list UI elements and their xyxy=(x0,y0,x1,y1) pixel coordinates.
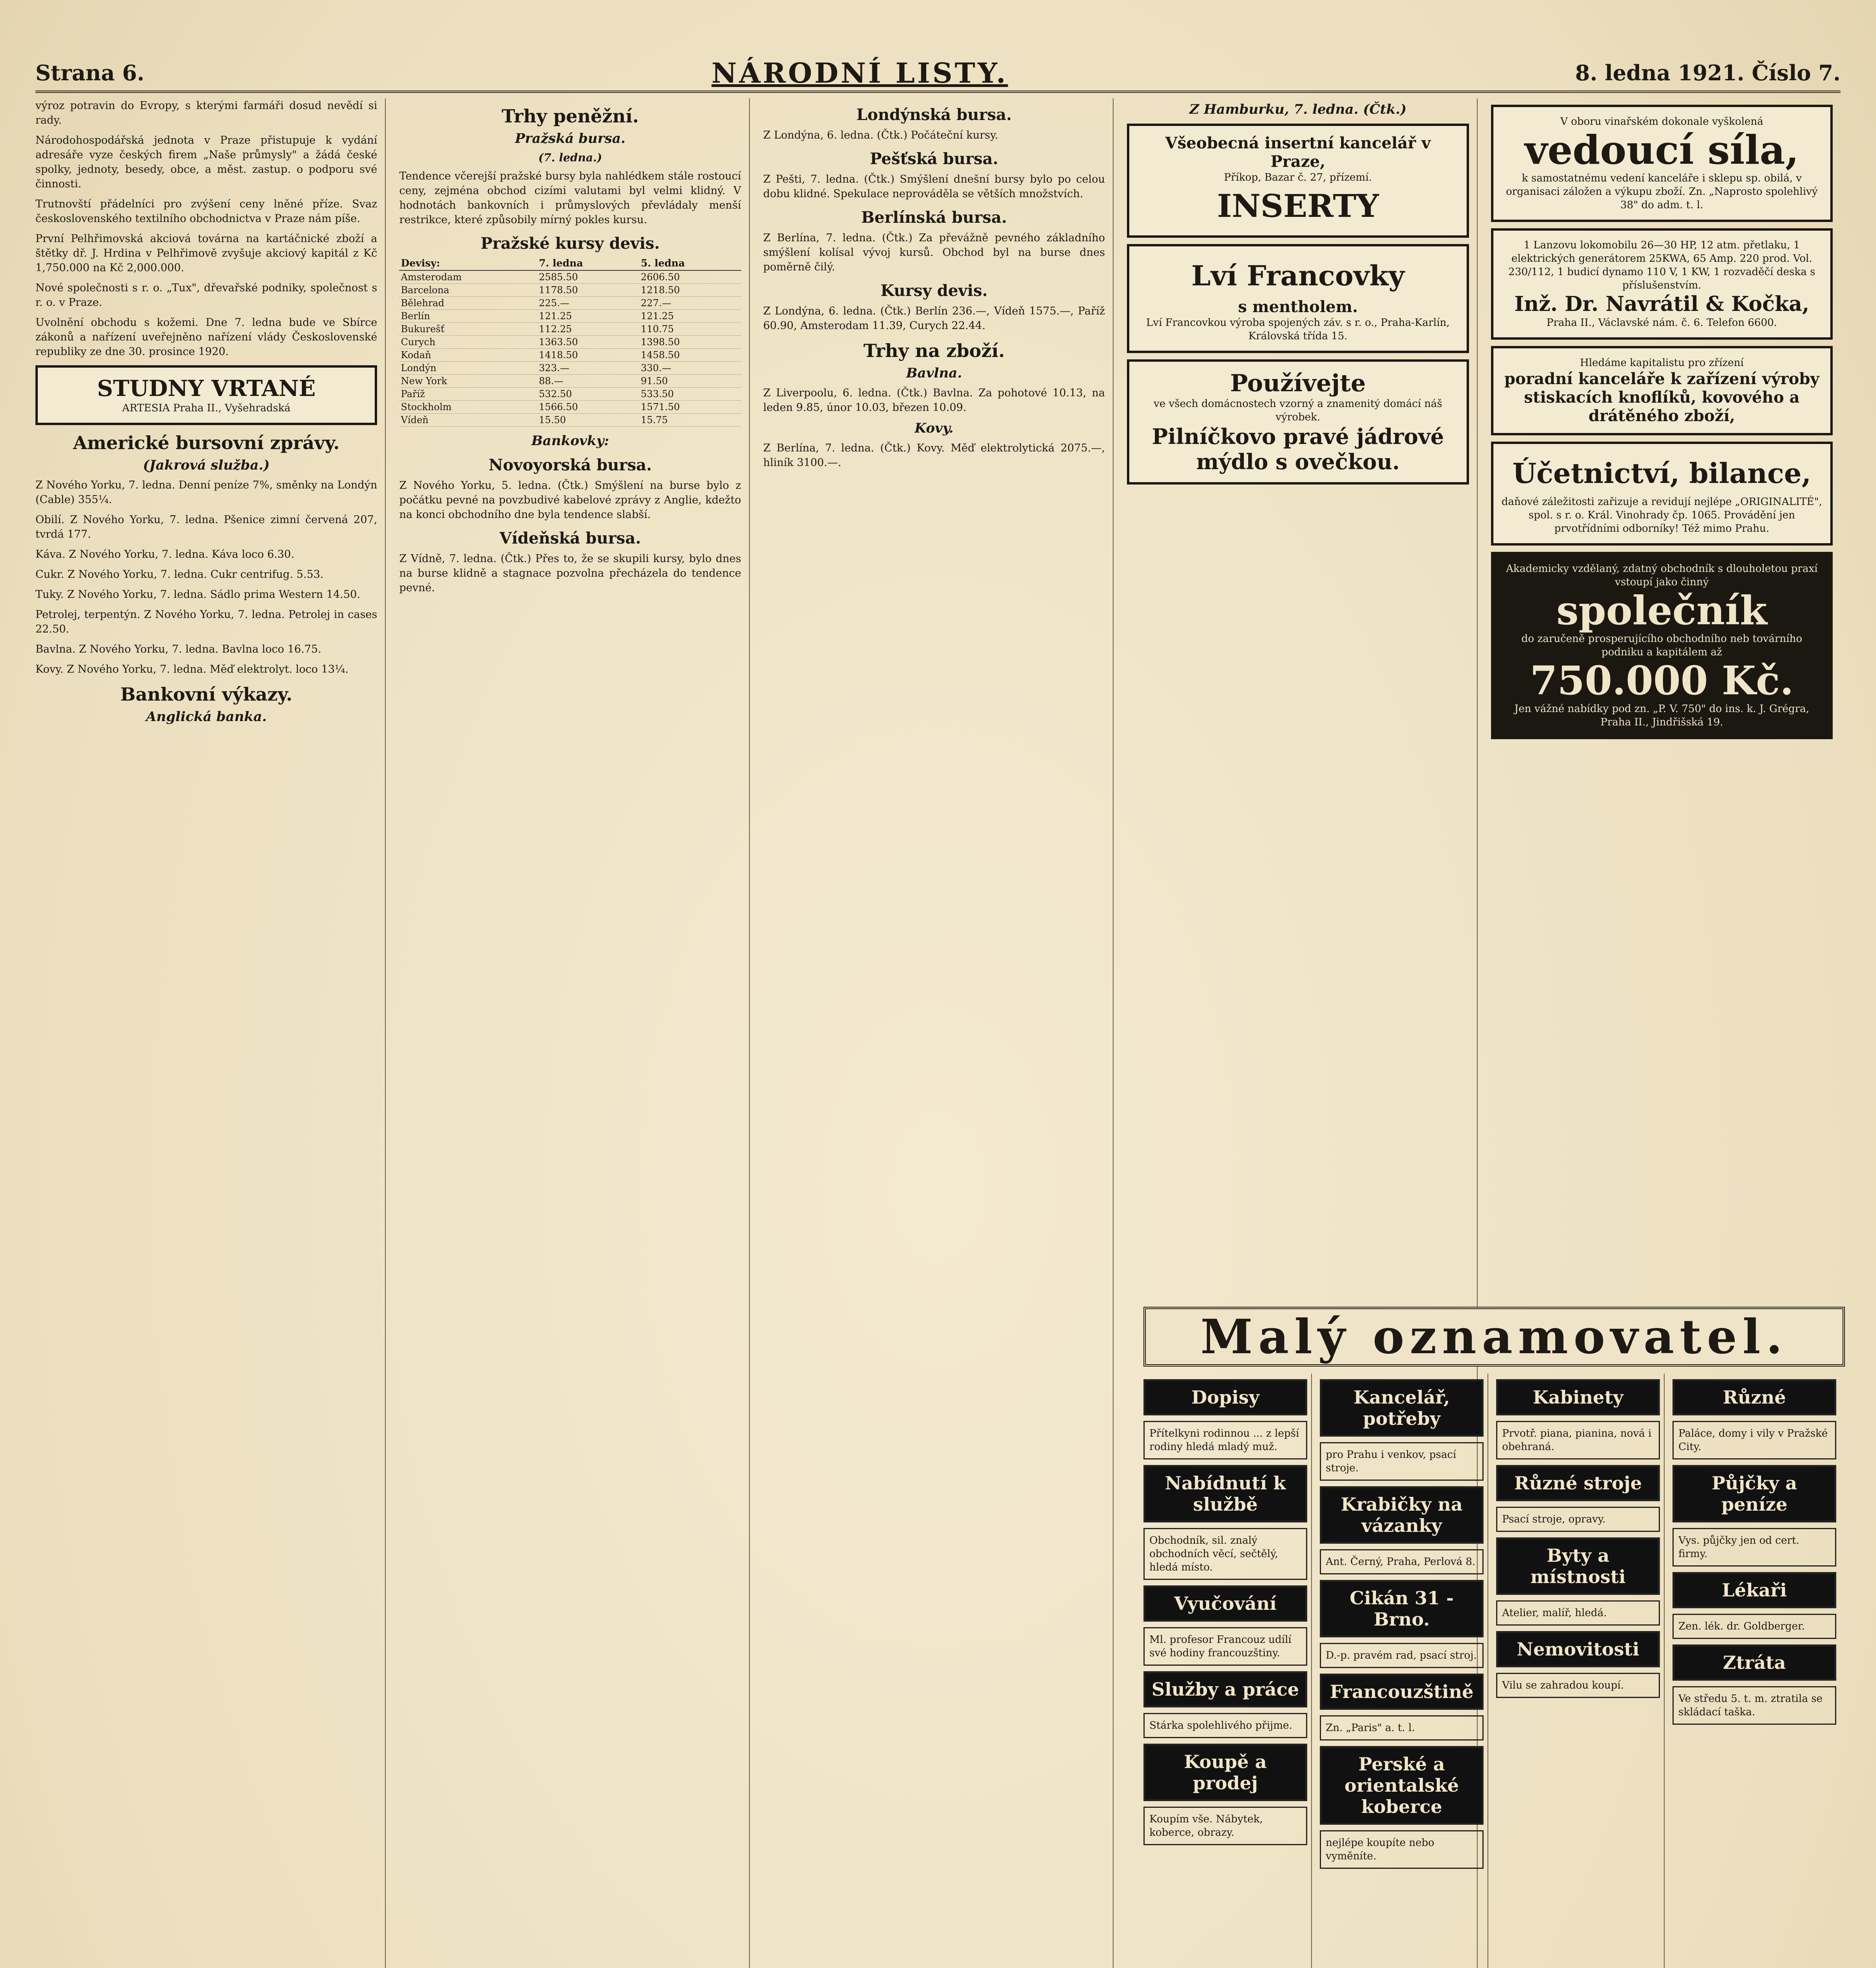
table-cell: 227.— xyxy=(639,297,741,310)
classified-category-heading: Krabičky na vázanky xyxy=(1320,1486,1484,1544)
table-cell: 88.— xyxy=(537,375,639,388)
ad-spol-top: Akademicky vzdělaný, zdatný obchodník s dlouholetou praxí vstoupí jako činný xyxy=(1506,563,1818,588)
heading-kursy: Kursy devis. xyxy=(881,281,988,300)
classified-category-heading: Lékaři xyxy=(1672,1572,1836,1608)
table-cell: 110.75 xyxy=(639,323,741,336)
classified-category-heading: Různé stroje xyxy=(1496,1465,1660,1501)
table-row xyxy=(399,336,741,349)
classified-ad: nejlépe koupíte nebo vyměníte. xyxy=(1320,1830,1484,1869)
table-cell: 91.50 xyxy=(639,375,741,388)
article-paragraph: Z Pešti, 7. ledna. (Čtk.) Smýšlení dnešní bursy bylo po celou dobu klidné. Spekulace neprováděla se větších množstvích. xyxy=(763,173,1105,200)
ad-inzert-title: Všeobecná insertní kancelář v Praze, xyxy=(1165,134,1431,171)
column-3 xyxy=(763,98,1114,1968)
classified-column xyxy=(1143,1374,1312,1968)
table-cell: 121.25 xyxy=(639,310,741,323)
table-row xyxy=(399,362,741,375)
heading-kovy: Kovy. xyxy=(914,420,954,436)
heading-kursy-devis: Pražské kursy devis. xyxy=(480,234,660,253)
ad-inzert-sub: Příkop, Bazar č. 27, přízemí. xyxy=(1224,172,1372,183)
bursa-date: (7. ledna.) xyxy=(538,151,602,164)
classified-category-heading: Dopisy xyxy=(1143,1379,1307,1415)
heading-pestska: Pešťská bursa. xyxy=(870,150,999,168)
table-cell: Paříž xyxy=(399,388,537,401)
table-cell: 2585.50 xyxy=(537,270,639,284)
kursy-table xyxy=(399,257,741,427)
classified-ad: Atelier, malíř, hledá. xyxy=(1496,1600,1660,1626)
ad-studny xyxy=(35,365,377,425)
article-paragraph: Z Londýna, 6. ledna. (Čtk.) Počáteční kursy. xyxy=(763,129,998,141)
table-cell: 15.50 xyxy=(537,414,639,427)
classified-ad: Vys. půjčky jen od cert. firmy. xyxy=(1672,1528,1836,1567)
table-row xyxy=(399,414,741,427)
heading-bankovky: Bankovky: xyxy=(531,433,609,449)
article-paragraph: Z Vídně, 7. ledna. (Čtk.) Přes to, že se skupili kursy, bylo dnes na burse klidně a stagnace pozvolna přecházela do tendence pevné. xyxy=(399,553,741,594)
ad-pilnicek-top: Používejte xyxy=(1230,370,1366,397)
ad-studny-text: ARTESIA Praha II., Vyšehradská xyxy=(122,402,291,414)
table-cell: Stockholm xyxy=(399,401,537,414)
page-number: Strana 6. xyxy=(35,60,144,85)
table-cell: 1418.50 xyxy=(537,349,639,362)
classified-ad: D.-p. pravém rad, psací stroj. xyxy=(1320,1643,1484,1668)
ad-lvi-francovky xyxy=(1127,244,1469,353)
table-cell: 1398.50 xyxy=(639,336,741,349)
ad-inzertni-kancelar xyxy=(1127,124,1469,238)
table-row xyxy=(399,310,741,323)
table-header-cell: 7. ledna xyxy=(537,257,639,270)
ad-vedouci-sila xyxy=(1491,105,1833,222)
ad-navratil-addr: Praha II., Václavské nám. č. 6. Telefon 6600. xyxy=(1546,317,1777,329)
table-cell: 330.— xyxy=(639,362,741,375)
article-paragraph: Káva. Z Nového Yorku, 7. ledna. Káva loco 6.30. xyxy=(35,548,294,560)
classified-ad: Stárka spolehlivého přijme. xyxy=(1143,1713,1307,1738)
ad-spolecnik xyxy=(1491,552,1833,739)
classified-ad: Ml. profesor Francouz udílí své hodiny francouzštiny. xyxy=(1143,1627,1307,1666)
article-paragraph: Tuky. Z Nového Yorku, 7. ledna. Sádlo prima Western 14.50. xyxy=(35,588,361,601)
classified-ad: Prvotř. piana, pianina, nová i obehraná. xyxy=(1496,1421,1660,1459)
ad-pilnicek xyxy=(1127,359,1469,485)
classified-category-heading: Ztráta xyxy=(1672,1644,1836,1681)
ad-vedouci-top: V oboru vinařském dokonale vyškolená xyxy=(1560,116,1763,128)
ad-ucet-text: daňové záležitosti zařizuje a revidují nejlépe „ORIGINALITÉ", spol. s r. o. Král. Vinohrady čp. 1065. Provádění jen prvotřídními odborníky! Též mimo Prahu. xyxy=(1501,496,1822,535)
article-paragraph: Uvolnění obchodu s kožemi. Dne 7. ledna bude ve Sbírce zákonů a nařízení uveřejněno nařízení vlády Československé republiky ze dne 30. prosince 1920. xyxy=(35,316,377,358)
heading-trhy-zbozi: Trhy na zboží. xyxy=(863,340,1005,361)
ad-kapital-big: poradní kanceláře k zařízení výroby stiskacích knoflíků, kovového a drátěného zboží, xyxy=(1504,370,1819,425)
classified-column xyxy=(1672,1374,1840,1968)
ad-navratil xyxy=(1491,228,1833,340)
classified-category-heading: Francouzštině xyxy=(1320,1674,1484,1710)
table-header-cell: Devisy: xyxy=(399,257,537,270)
table-header-row xyxy=(399,257,741,270)
article-paragraph: Národohospodářská jednota v Praze přistupuje k vydání adresáře vyze českých firem „Naše průmysly" a žádá české spolky, jednoty, besedy, obce, a měst. zastup. o podporu své činnosti. xyxy=(35,134,377,190)
table-cell: Kodaň xyxy=(399,349,537,362)
article-paragraph: Nové společnosti s r. o. „Tux", dřevařské podniky, společnost s r. o. v Praze. xyxy=(35,282,377,309)
heading-americke: Americké bursovní zprávy. xyxy=(73,432,340,453)
table-cell: 121.25 xyxy=(537,310,639,323)
classified-ad: Vilu se zahradou koupí. xyxy=(1496,1673,1660,1698)
classified-ad: Přítelkyni rodinnou ... z lepší rodiny hledá mladý muž. xyxy=(1143,1421,1307,1459)
table-cell: 15.75 xyxy=(639,414,741,427)
table-cell: 1363.50 xyxy=(537,336,639,349)
article-paragraph: Z Nového Yorku, 7. ledna. Denní peníze 7%, směnky na Londýn (Cable) 355¼. xyxy=(35,479,377,506)
table-cell: Bukurešť xyxy=(399,323,537,336)
ad-kapital-top: Hledáme kapitalistu pro zřízení xyxy=(1580,357,1744,369)
table-cell: 1178.50 xyxy=(537,284,639,297)
ad-kapitalista xyxy=(1491,346,1833,435)
ad-spol-bottom: Jen vážné nabídky pod zn. „P. V. 750" do ins. k. J. Grégra, Praha II., Jindřišská 19. xyxy=(1514,703,1809,728)
table-cell: Bělehrad xyxy=(399,297,537,310)
classified-category-heading: Kancelář, potřeby xyxy=(1320,1379,1484,1437)
table-row xyxy=(399,323,741,336)
table-row xyxy=(399,349,741,362)
table-cell: 1218.50 xyxy=(639,284,741,297)
classified-category-heading: Byty a místnosti xyxy=(1496,1537,1660,1595)
classified-category-heading: Koupě a prodej xyxy=(1143,1744,1307,1801)
ad-navratil-big: Inž. Dr. Navrátil & Kočka, xyxy=(1514,292,1809,316)
classified-category-heading: Nemovitosti xyxy=(1496,1631,1660,1667)
table-cell: 323.— xyxy=(537,362,639,375)
classified-category-heading: Půjčky a peníze xyxy=(1672,1465,1836,1522)
ad-navratil-text: 1 Lanzovu lokomobilu 26—30 HP, 12 atm. přetlaku, 1 elektrických generátorem 25KWA, 65 Amp. 220 prod. Vol. 230/112, 1 budicí dynamo 110 V, 1 KW, 1 rozvaděčí deska s příslušenstvím. xyxy=(1508,239,1815,291)
classified-category-heading: Vyučování xyxy=(1143,1585,1307,1622)
classified-banner: Malý oznamovatel. xyxy=(1143,1307,1845,1367)
classified-ad: Zn. „Paris" a. t. l. xyxy=(1320,1715,1484,1740)
ad-inzert-big: INSERTY xyxy=(1217,187,1379,224)
ad-lvi-title: Lví Francovky xyxy=(1191,259,1405,292)
table-row xyxy=(399,297,741,310)
ad-studny-title: STUDNY VRTANÉ xyxy=(97,375,316,401)
issue-date: 8. ledna 1921. Číslo 7. xyxy=(1575,60,1841,85)
classified-category-heading: Různé xyxy=(1672,1379,1836,1415)
table-cell: New York xyxy=(399,375,537,388)
table-row xyxy=(399,401,741,414)
hamburk-heading: Z Hamburku, 7. ledna. (Čtk.) xyxy=(1189,102,1407,117)
article-paragraph: Petrolej, terpentýn. Z Nového Yorku, 7. ledna. Petrolej in cases 22.50. xyxy=(35,609,377,635)
ad-lvi-footer: Lví Francovkou výroba spojených záv. s r. o., Praha-Karlín, Královská třída 15. xyxy=(1146,317,1450,342)
ad-vedouci-text: k samostatnému vedení kanceláře i sklepu sp. obilá, v organisaci záložen a výkupu zboží. Zn. „Naprosto spolehlivý 38" do adm. t. l. xyxy=(1506,172,1818,211)
ad-spol-big: společník xyxy=(1556,587,1767,634)
table-cell: Londýn xyxy=(399,362,537,375)
table-cell: 1566.50 xyxy=(537,401,639,414)
table-cell: 532.50 xyxy=(537,388,639,401)
table-cell: Vídeň xyxy=(399,414,537,427)
table-cell: 1571.50 xyxy=(639,401,741,414)
ad-pilnicek-sub: ve všech domácnostech vzorný a znamenitý domácí náš výrobek. xyxy=(1153,398,1442,423)
table-row xyxy=(399,270,741,284)
classified-ad: Zen. lék. dr. Goldberger. xyxy=(1672,1614,1836,1639)
article-paragraph: Z Liverpoolu, 6. ledna. (Čtk.) Bavlna. Za pohotové 10.13, na leden 9.85, únor 10.03, březen 10.09. xyxy=(763,387,1105,414)
subheading-americke: (Jakrová služba.) xyxy=(143,457,270,473)
classified-ad: Ve středu 5. t. m. ztratila se skládací taška. xyxy=(1672,1686,1836,1725)
article-paragraph: Z Nového Yorku, 5. ledna. (Čtk.) Smýšlení na burse bylo z počátku pevné na povzbudivé kabelové zprávy z Anglie, kdežto na konci obchodního dne byla tendence slabší. xyxy=(399,479,741,521)
heading-novoyorska: Novoyorská bursa. xyxy=(488,456,652,474)
classified-ad: Paláce, domy i vily v Pražské City. xyxy=(1672,1421,1836,1459)
article-paragraph: Kovy. Z Nového Yorku, 7. ledna. Měď elektrolyt. loco 13¼. xyxy=(35,663,349,675)
article-paragraph: Trutnovští přádelníci pro zvýšení ceny lněné příze. Svaz československého textilního obchodnictva v Praze nám píše. xyxy=(35,198,377,225)
classified-column xyxy=(1496,1374,1665,1968)
classified-category-heading: Cikán 31 - Brno. xyxy=(1320,1580,1484,1637)
table-cell: Barcelona xyxy=(399,284,537,297)
table-cell: Amsterodam xyxy=(399,270,537,284)
ad-spol-mid: do zaručeně prosperujícího obchodního neb továrního podniku a kapitálem až xyxy=(1521,633,1802,658)
heading-bavlna: Bavlna. xyxy=(906,365,962,381)
article-paragraph: Z Berlína, 7. ledna. (Čtk.) Za převážně pevného základního smýšlení kolísal vývoj kursů. Obchod byl na burse dnes poměrně čilý. xyxy=(763,232,1105,273)
article-paragraph: výroz potravin do Evropy, s kterými farmáři dosud nevědí si rady. xyxy=(35,100,377,126)
table-cell: Berlín xyxy=(399,310,537,323)
article-paragraph: Cukr. Z Nového Yorku, 7. ledna. Cukr centrifug. 5.53. xyxy=(35,568,324,581)
table-cell: 533.50 xyxy=(639,388,741,401)
page-header xyxy=(35,55,1841,93)
article-paragraph: První Pelhřimovská akciová továrna na kartáčnické zboží a štětky dř. J. Hrdina v Pelhřimově zvyšuje akciový kapitál z Kč 1,750.000 na Kč 2,000.000. xyxy=(35,233,377,274)
classified-category-heading: Perské a orientalské koberce xyxy=(1320,1746,1484,1825)
classified-category-heading: Nabídnutí k službě xyxy=(1143,1465,1307,1522)
ad-spol-amount: 750.000 Kč. xyxy=(1530,657,1794,704)
table-cell: 112.25 xyxy=(537,323,639,336)
heading-videnska: Vídeňská bursa. xyxy=(499,529,641,547)
article-paragraph: Tendence včerejší pražské bursy byla nahlédkem stále rostoucí ceny, zejména obchod cizími valutami byl velmi klidný. V hodnotách bankovních i průmyslových převládaly menší restrikce, které způsobily mírný pokles kursu. xyxy=(399,170,741,226)
heading-berlinska: Berlínská bursa. xyxy=(861,208,1007,227)
article-paragraph: Z Londýna, 6. ledna. (Čtk.) Berlín 236.—, Vídeň 1575.—, Paříž 60.90, Amsterodam 11.39, Curych 22.44. xyxy=(763,305,1105,332)
classified-ad: Koupím vše. Nábytek, koberce, obrazy. xyxy=(1143,1807,1307,1845)
article-paragraph: Bavlna. Z Nového Yorku, 7. ledna. Bavlna loco 16.75. xyxy=(35,643,322,655)
heading-vykazy: Bankovní výkazy. xyxy=(120,684,292,705)
article-paragraph: Obilí. Z Nového Yorku, 7. ledna. Pšenice zimní červená 207, tvrdá 177. xyxy=(35,514,377,540)
article-paragraph: Z Berlína, 7. ledna. (Čtk.) Kovy. Měď elektrolytická 2075.—, hliník 3100.—. xyxy=(763,442,1105,469)
classified-section xyxy=(1143,1374,1840,1968)
classified-ad: Ant. Černý, Praha, Perlová 8. xyxy=(1320,1549,1484,1574)
ad-ucet-big: Účetnictví, bilance, xyxy=(1512,457,1811,490)
heading-prazska-bursa: Pražská bursa. xyxy=(515,131,626,146)
column-2 xyxy=(399,98,749,1968)
classified-category-heading: Kabinety xyxy=(1496,1379,1660,1415)
classified-column xyxy=(1320,1374,1488,1968)
table-row xyxy=(399,375,741,388)
table-cell: 1458.50 xyxy=(639,349,741,362)
column-1 xyxy=(35,98,386,1968)
heading-londynska: Londýnská bursa. xyxy=(856,105,1012,124)
ad-ucetnictvi xyxy=(1491,442,1833,546)
ad-lvi-sub: s mentholem. xyxy=(1238,298,1358,316)
table-row xyxy=(399,388,741,401)
table-cell: 225.— xyxy=(537,297,639,310)
heading-trhy-penezni: Trhy peněžní. xyxy=(501,105,639,127)
classified-ad: pro Prahu i venkov, psací stroje. xyxy=(1320,1442,1484,1481)
ad-vedouci-big: vedoucí síla, xyxy=(1524,127,1799,173)
classified-ad: Obchodník, sil. znalý obchodních věcí, sečtělý, hledá místo. xyxy=(1143,1528,1307,1580)
table-row xyxy=(399,284,741,297)
table-cell: 2606.50 xyxy=(639,270,741,284)
table-cell: Curych xyxy=(399,336,537,349)
masthead: NÁRODNÍ LISTY. xyxy=(711,56,1008,89)
classified-ad: Psací stroje, opravy. xyxy=(1496,1507,1660,1532)
subheading-vykazy: Anglická banka. xyxy=(146,709,267,725)
ad-pilnicek-mid: Pilníčkovo pravé jádrové mýdlo s ovečkou. xyxy=(1152,424,1444,474)
table-header-cell: 5. ledna xyxy=(639,257,741,270)
classified-category-heading: Služby a práce xyxy=(1143,1671,1307,1707)
